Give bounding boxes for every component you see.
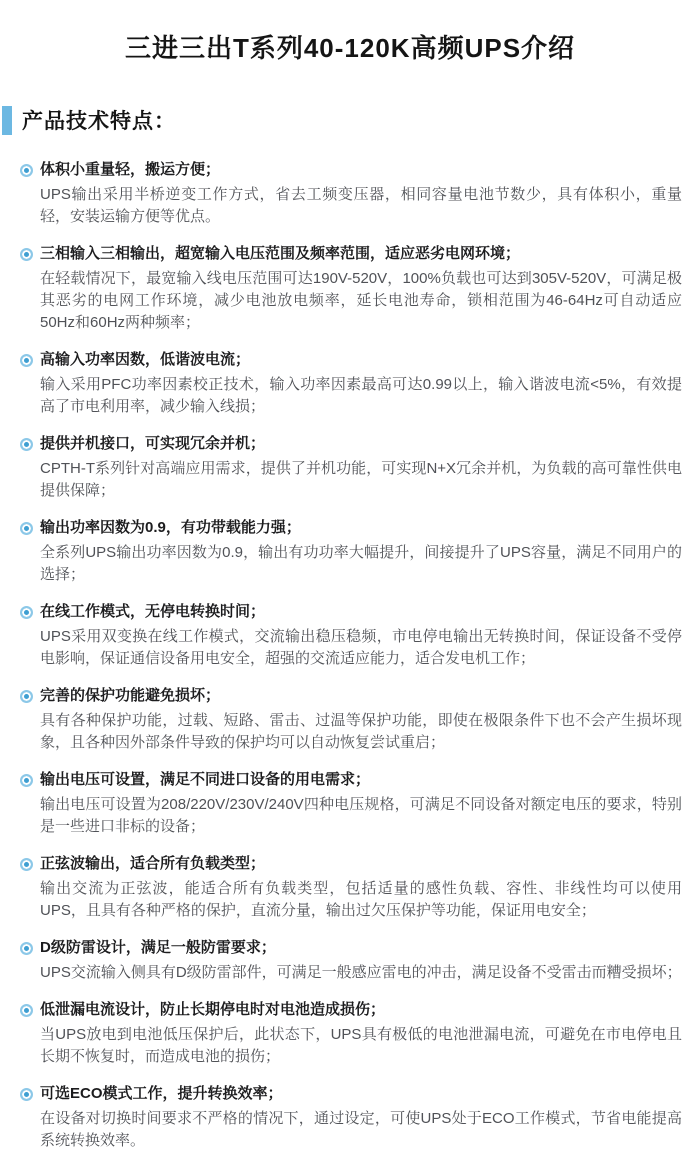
feature-item [20, 243, 682, 334]
feature-description: CPTH-T系列针对高端应用需求，提供了并机功能，可实现N+X冗余并机，为负载的高可靠性供电提供保障； [40, 460, 682, 499]
feature-title: 完善的保护功能避免损坏； [40, 687, 221, 704]
feature-title: 低泄漏电流设计，防止长期停电时对电池造成损伤； [40, 1001, 386, 1018]
feature-title: 三相输入三相输出，超宽输入电压范围及频率范围，适应恶劣电网环境； [40, 245, 521, 262]
feature-title: 输出电压可设置，满足不同进口设备的用电需求； [40, 771, 371, 788]
feature-item [20, 159, 682, 228]
feature-heading-row [20, 243, 682, 265]
feature-title: 正弦波输出，适合所有负载类型； [40, 855, 266, 872]
feature-item [20, 937, 682, 984]
target-bullet-icon [20, 942, 33, 955]
feature-description: 全系列UPS输出功率因数为0.9，输出有功功率大幅提升，间接提升了UPS容量，满足不同用户的选择； [40, 544, 682, 583]
feature-description: UPS采用双变换在线工作模式，交流输出稳压稳频，市电停电输出无转换时间，保证设备不受停电影响，保证通信设备用电安全，超强的交流适应能力，适合发电机工作； [40, 628, 682, 667]
target-bullet-icon [20, 438, 33, 451]
feature-title: 高输入功率因数，低谐波电流； [40, 351, 251, 368]
feature-item [20, 853, 682, 922]
feature-heading-row [20, 1083, 682, 1105]
target-bullet-icon [20, 858, 33, 871]
target-bullet-icon [20, 164, 33, 177]
feature-heading-row [20, 999, 682, 1021]
feature-item [20, 349, 682, 418]
feature-item [20, 999, 682, 1068]
feature-heading-row [20, 517, 682, 539]
feature-item [20, 601, 682, 670]
feature-heading-row [20, 937, 682, 959]
feature-item [20, 433, 682, 502]
feature-description: 输出电压可设置为208/220V/230V/240V四种电压规格，可满足不同设备对额定电压的要求，特别是一些进口非标的设备； [40, 796, 682, 835]
feature-title: 在线工作模式，无停电转换时间； [40, 603, 266, 620]
feature-title: 提供并机接口，可实现冗余并机； [40, 435, 266, 452]
target-bullet-icon [20, 1088, 33, 1101]
feature-description: 输出交流为正弦波，能适合所有负载类型，包括适量的感性负载、容性、非线性均可以使用UPS，且具有各种严格的保护，直流分量，输出过欠压保护等功能，保证用电安全； [40, 880, 682, 919]
feature-item [20, 1083, 682, 1152]
feature-item [20, 685, 682, 754]
feature-item [20, 517, 682, 586]
feature-description: 当UPS放电到电池低压保护后，此状态下，UPS具有极低的电池泄漏电流，可避免在市电停电且长期不恢复时，而造成电池的损伤； [40, 1026, 682, 1065]
feature-heading-row [20, 769, 682, 791]
document-page [0, 28, 700, 1149]
feature-description: 输入采用PFC功率因素校正技术，输入功率因素最高可达0.99以上，输入谐波电流<5%，有效提高了市电利用率，减少输入线损； [40, 376, 682, 415]
page-title: 三进三出T系列40-120K高频UPS介绍 [124, 33, 576, 63]
feature-heading-row [20, 349, 682, 371]
accent-bar [2, 106, 12, 135]
feature-title: 输出功率因数为0.9，有功带载能力强； [40, 519, 301, 536]
target-bullet-icon [20, 690, 33, 703]
feature-description: 在轻载情况下，最宽输入线电压范围可达190V-520V，100%负载也可达到305V-520V，可满足极其恶劣的电网工作环境，减少电池放电频率，延长电池寿命，锁相范围为46-64Hz可自动适应50Hz和60Hz两种频率； [40, 270, 682, 331]
feature-item [20, 769, 682, 838]
feature-description: 具有各种保护功能，过载、短路、雷击、过温等保护功能，即使在极限条件下也不会产生损坏现象，且各种因外部条件导致的保护均可以自动恢复尝试重启； [40, 712, 682, 751]
feature-title: D级防雷设计，满足一般防雷要求； [40, 939, 276, 956]
target-bullet-icon [20, 606, 33, 619]
feature-heading-row [20, 601, 682, 623]
feature-description: UPS输出采用半桥逆变工作方式，省去工频变压器，相同容量电池节数少，具有体积小，重量轻，安装运输方便等优点。 [40, 186, 682, 225]
feature-heading-row [20, 159, 682, 181]
feature-list [20, 159, 682, 1152]
feature-heading-row [20, 685, 682, 707]
feature-title: 可选ECO模式工作，提升转换效率； [40, 1085, 283, 1102]
section-title: 产品技术特点： [22, 110, 176, 133]
feature-description: UPS交流输入侧具有D级防雷部件，可满足一般感应雷电的冲击，满足设备不受雷击而糟受损坏； [40, 964, 682, 981]
target-bullet-icon [20, 248, 33, 261]
target-bullet-icon [20, 1004, 33, 1017]
feature-heading-row [20, 433, 682, 455]
section-header [2, 105, 700, 135]
target-bullet-icon [20, 522, 33, 535]
feature-description: 在设备对切换时间要求不严格的情况下，通过设定，可使UPS处于ECO工作模式，节省电能提高系统转换效率。 [40, 1110, 682, 1149]
target-bullet-icon [20, 354, 33, 367]
feature-heading-row [20, 853, 682, 875]
target-bullet-icon [20, 774, 33, 787]
feature-title: 体积小重量轻，搬运方便； [40, 161, 221, 178]
